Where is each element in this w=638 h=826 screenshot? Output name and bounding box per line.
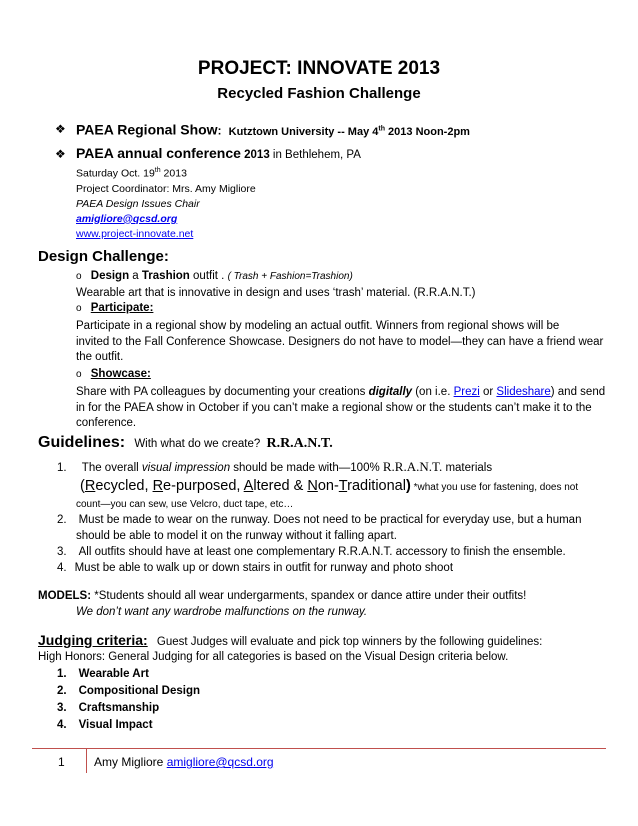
design-item: o Design a Trashion outfit . ( Trash + Fashion=Trashion) (76, 270, 353, 282)
judging-criteria-list (57, 666, 200, 734)
list-item: 2. Compositional Design (57, 685, 200, 697)
models-note: We don’t want any wardrobe malfunctions on the runway. (76, 606, 368, 618)
regional-show-detail: Kutztown University -- May 4th 2013 Noon-2pm (228, 125, 470, 138)
list-item: 4. Visual Impact (57, 719, 153, 731)
conference-date: Saturday Oct. 19th 2013 (76, 167, 187, 180)
regional-show-label: PAEA Regional Show (76, 121, 218, 138)
guideline-1: 1. The overall visual impression should be made with—100% R.R.A.N.T. materials (57, 459, 493, 474)
page-title: PROJECT: INNOVATE 2013 (197, 58, 441, 79)
prezi-link[interactable]: Prezi (453, 386, 480, 398)
regional-show-line: PAEA Regional Show: Kutztown University -- May 4th 2013 Noon-2pm (76, 121, 470, 138)
guidelines-heading-line: Guidelines: With what do we create? R.R.A.N.T. (38, 434, 333, 451)
diamond-bullet-icon: ❖ (55, 122, 66, 136)
page-subtitle: Recycled Fashion Challenge (217, 85, 421, 102)
website-link[interactable]: www.project-innovate.net (76, 227, 194, 240)
conference-details (76, 163, 256, 242)
page-number: 1 (58, 755, 65, 769)
participate-item (76, 301, 153, 316)
sub-bullet: o (76, 303, 82, 314)
guidelines-heading: Guidelines: (38, 434, 126, 451)
sub-bullet: o (76, 271, 82, 282)
coordinator-role: PAEA Design Issues Chair (76, 197, 200, 210)
guideline-2-cont: should be able to model it on the runway without it falling apart. (76, 530, 397, 542)
guideline-1-rrant: (Recycled, Re-purposed, Altered & Non-Traditional) *what you use for fastening, does not (80, 478, 579, 494)
list-item: 3. Craftsmanship (57, 702, 160, 714)
sub-bullet: o (76, 369, 82, 380)
list-item: 1. Wearable Art (57, 668, 149, 680)
guideline-3: 3. All outfits should have at least one complementary R.R.A.N.T. accessory to finish the ensemble. (57, 546, 566, 558)
showcase-desc: Share with PA colleagues by documenting your creations digitally (on i.e. Prezi or Slideshare) and send in for the PAEA show in October if you can’t make a regional show or the students can’t make it to the conference. (76, 386, 606, 429)
models-label: MODELS: (38, 590, 92, 602)
conference-line: PAEA annual conference 2013 in Bethlehem, PA (76, 145, 361, 161)
footer-email-link[interactable]: amigliore@qcsd.org (166, 755, 274, 769)
coordinator-email-link[interactable]: amigliore@qcsd.org (76, 212, 178, 225)
conference-label: PAEA annual conference (76, 145, 241, 161)
design-desc: Wearable art that is innovative in design and uses ‘trash’ material. (R.R.A.N.T.) (76, 287, 476, 299)
slideshare-link[interactable]: Slideshare (496, 386, 551, 398)
showcase-item (76, 367, 151, 382)
models-line: MODELS: *Students should all wear undergarments, spandex or dance attire under their outfits! (38, 590, 527, 602)
footer-author: Amy Migliore amigliore@qcsd.org (94, 755, 274, 769)
showcase-label: Showcase: (90, 368, 151, 380)
coordinator: Project Coordinator: Mrs. Amy Migliore (76, 182, 256, 195)
guideline-4: 4. Must be able to walk up or down stairs in outfit for runway and photo shoot (57, 562, 454, 574)
high-honors: High Honors: General Judging for all categories is based on the Visual Design criteria below. (38, 651, 509, 663)
design-challenge-heading: Design Challenge: (38, 248, 169, 265)
judging-line: Judging criteria: Guest Judges will evaluate and pick top winners by the following guidelines: (38, 632, 543, 648)
participate-desc: Participate in a regional show by modeling an actual outfit. Winners from regional shows will be invited to the Fall Conference Showcase. Designers do not have to model—they can have a friend wear the outfit. (76, 320, 604, 363)
footer-rule (32, 748, 606, 749)
judging-heading: Judging criteria: (38, 632, 148, 648)
guideline-2: 2. Must be made to wear on the runway. Does not need to be practical for everyday use, but a human (57, 514, 582, 526)
diamond-bullet-icon: ❖ (55, 147, 66, 161)
guideline-1-note: count—you can sew, use Velcro, duct tape, etc… (76, 499, 294, 510)
participate-label: Participate: (90, 302, 154, 314)
